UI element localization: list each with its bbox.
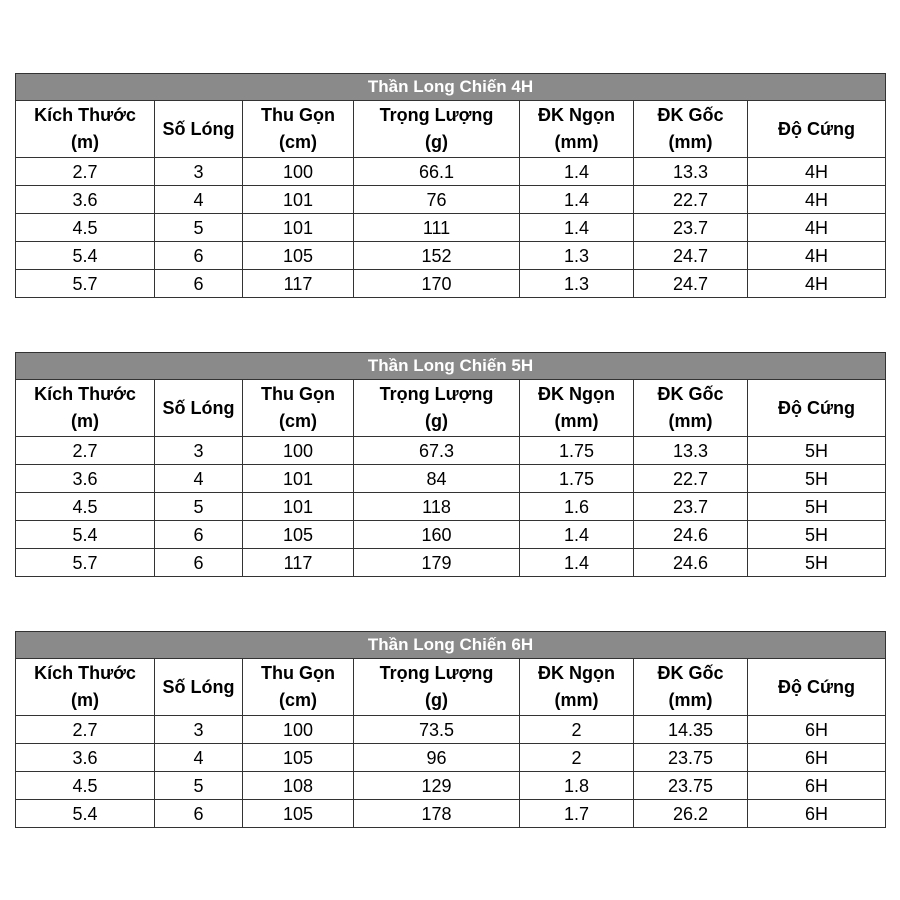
table-cell: 118 xyxy=(354,493,520,521)
table-cell: 6 xyxy=(155,270,243,298)
column-header xyxy=(16,659,155,716)
table-cell: 6H xyxy=(748,716,886,744)
column-header xyxy=(243,380,354,437)
column-header xyxy=(520,380,634,437)
column-header-line: (mm) xyxy=(554,132,599,152)
table-cell: 2 xyxy=(520,716,634,744)
column-header xyxy=(243,101,354,158)
table-cell: 14.35 xyxy=(634,716,748,744)
table-cell: 1.3 xyxy=(520,270,634,298)
table-cell: 5H xyxy=(748,493,886,521)
column-header-line: Số Lóng xyxy=(162,118,235,139)
table-title: Thần Long Chiến 4H xyxy=(16,74,886,101)
table-cell: 73.5 xyxy=(354,716,520,744)
table-title: Thần Long Chiến 5H xyxy=(16,353,886,380)
column-header-row xyxy=(16,380,886,437)
table-cell: 170 xyxy=(354,270,520,298)
table-row xyxy=(16,800,886,828)
table-cell: 4H xyxy=(748,158,886,186)
column-header-line: Độ Cứng xyxy=(778,676,856,697)
table-cell: 5.4 xyxy=(16,521,155,549)
table-cell: 3 xyxy=(155,437,243,465)
column-header-line: (m) xyxy=(71,132,99,152)
column-header xyxy=(748,659,886,716)
column-header xyxy=(634,101,748,158)
table-cell: 4 xyxy=(155,186,243,214)
table-cell: 4H xyxy=(748,186,886,214)
table-cell: 4H xyxy=(748,242,886,270)
table-cell: 66.1 xyxy=(354,158,520,186)
table-cell: 105 xyxy=(243,242,354,270)
table-row xyxy=(16,437,886,465)
column-header xyxy=(748,101,886,158)
column-header xyxy=(634,380,748,437)
column-header-line: (mm) xyxy=(554,411,599,431)
table-cell: 2 xyxy=(520,744,634,772)
table-cell: 4.5 xyxy=(16,493,155,521)
table-cell: 105 xyxy=(243,521,354,549)
column-header-line: (mm) xyxy=(668,690,713,710)
table-cell: 152 xyxy=(354,242,520,270)
column-header xyxy=(354,380,520,437)
column-header-line: ĐK Gốc xyxy=(657,105,724,125)
table-cell: 22.7 xyxy=(634,465,748,493)
table-cell: 23.7 xyxy=(634,493,748,521)
table-cell: 3.6 xyxy=(16,744,155,772)
table-cell: 3.6 xyxy=(16,186,155,214)
table-title-row xyxy=(16,353,886,380)
column-header-line: Thu Gọn xyxy=(261,663,335,683)
table-cell: 1.4 xyxy=(520,214,634,242)
column-header xyxy=(243,659,354,716)
column-header-line: Kích Thước xyxy=(34,384,136,404)
table-row xyxy=(16,521,886,549)
table-cell: 5.7 xyxy=(16,549,155,577)
table-cell: 4H xyxy=(748,270,886,298)
table-title-row xyxy=(16,74,886,101)
table-cell: 24.7 xyxy=(634,242,748,270)
table-row xyxy=(16,716,886,744)
column-header-line: Kích Thước xyxy=(34,105,136,125)
column-header xyxy=(354,101,520,158)
column-header-line: (cm) xyxy=(278,690,317,710)
column-header xyxy=(16,380,155,437)
table-cell: 6H xyxy=(748,772,886,800)
table-cell: 4 xyxy=(155,744,243,772)
table-cell: 108 xyxy=(243,772,354,800)
table-cell: 5.4 xyxy=(16,242,155,270)
spec-table-4h xyxy=(15,73,886,298)
table-cell: 1.75 xyxy=(520,437,634,465)
table-cell: 1.6 xyxy=(520,493,634,521)
table-cell: 24.6 xyxy=(634,549,748,577)
table-cell: 6 xyxy=(155,549,243,577)
table-cell: 105 xyxy=(243,744,354,772)
table-cell: 23.75 xyxy=(634,744,748,772)
table-cell: 111 xyxy=(354,214,520,242)
column-header-line: Thu Gọn xyxy=(261,105,335,125)
column-header-line: ĐK Gốc xyxy=(657,663,724,683)
column-header-line: (g) xyxy=(425,411,448,431)
table-cell: 6 xyxy=(155,521,243,549)
table-cell: 5H xyxy=(748,521,886,549)
column-header-line: Số Lóng xyxy=(162,676,235,697)
table-cell: 3 xyxy=(155,158,243,186)
table-cell: 100 xyxy=(243,158,354,186)
table-row xyxy=(16,744,886,772)
column-header-line: Độ Cứng xyxy=(778,397,856,418)
table-cell: 24.7 xyxy=(634,270,748,298)
table-cell: 5 xyxy=(155,214,243,242)
table-cell: 1.75 xyxy=(520,465,634,493)
table-cell: 117 xyxy=(243,270,354,298)
table-cell: 160 xyxy=(354,521,520,549)
table-cell: 5.7 xyxy=(16,270,155,298)
table-title: Thần Long Chiến 6H xyxy=(16,632,886,659)
table-cell: 101 xyxy=(243,493,354,521)
table-cell: 3 xyxy=(155,716,243,744)
column-header-line: Trọng Lượng xyxy=(379,105,494,125)
table-cell: 3.6 xyxy=(16,465,155,493)
column-header xyxy=(748,380,886,437)
table-cell: 129 xyxy=(354,772,520,800)
table-row xyxy=(16,772,886,800)
table-cell: 2.7 xyxy=(16,158,155,186)
table-cell: 179 xyxy=(354,549,520,577)
table-cell: 5 xyxy=(155,772,243,800)
table-cell: 4 xyxy=(155,465,243,493)
table-cell: 105 xyxy=(243,800,354,828)
column-header-line: (cm) xyxy=(278,411,317,431)
table-cell: 100 xyxy=(243,716,354,744)
table-cell: 1.7 xyxy=(520,800,634,828)
table-cell: 23.7 xyxy=(634,214,748,242)
table-cell: 13.3 xyxy=(634,437,748,465)
table-cell: 5H xyxy=(748,465,886,493)
table-cell: 5H xyxy=(748,549,886,577)
table-cell: 26.2 xyxy=(634,800,748,828)
column-header-line: ĐK Ngọn xyxy=(538,663,615,683)
spec-table-5h xyxy=(15,352,886,577)
column-header-row xyxy=(16,659,886,716)
table-cell: 6H xyxy=(748,800,886,828)
table-cell: 1.3 xyxy=(520,242,634,270)
column-header-line: Thu Gọn xyxy=(261,384,335,404)
table-cell: 1.4 xyxy=(520,186,634,214)
table-cell: 101 xyxy=(243,214,354,242)
table-row xyxy=(16,242,886,270)
table-cell: 1.4 xyxy=(520,521,634,549)
table-cell: 6H xyxy=(748,744,886,772)
table-cell: 22.7 xyxy=(634,186,748,214)
column-header xyxy=(16,101,155,158)
spec-table-6h xyxy=(15,631,886,828)
column-header-line: (g) xyxy=(425,690,448,710)
table-cell: 23.75 xyxy=(634,772,748,800)
table-cell: 5.4 xyxy=(16,800,155,828)
table-cell: 100 xyxy=(243,437,354,465)
column-header xyxy=(354,659,520,716)
table-cell: 178 xyxy=(354,800,520,828)
table-row xyxy=(16,493,886,521)
column-header-line: Kích Thước xyxy=(34,663,136,683)
column-header-line: Số Lóng xyxy=(162,397,235,418)
table-cell: 24.6 xyxy=(634,521,748,549)
column-header-line: (mm) xyxy=(668,132,713,152)
column-header-line: (mm) xyxy=(668,411,713,431)
table-cell: 2.7 xyxy=(16,437,155,465)
column-header-line: ĐK Ngọn xyxy=(538,105,615,125)
table-cell: 6 xyxy=(155,242,243,270)
table-cell: 1.4 xyxy=(520,549,634,577)
column-header-row xyxy=(16,101,886,158)
table-cell: 67.3 xyxy=(354,437,520,465)
column-header-line: ĐK Ngọn xyxy=(538,384,615,404)
column-header xyxy=(520,659,634,716)
table-cell: 1.8 xyxy=(520,772,634,800)
column-header-line: (m) xyxy=(71,690,99,710)
table-cell: 4.5 xyxy=(16,772,155,800)
table-row xyxy=(16,549,886,577)
table-cell: 1.4 xyxy=(520,158,634,186)
column-header-line: Độ Cứng xyxy=(778,118,856,139)
table-row xyxy=(16,158,886,186)
table-cell: 96 xyxy=(354,744,520,772)
column-header xyxy=(634,659,748,716)
table-cell: 5H xyxy=(748,437,886,465)
column-header-line: Trọng Lượng xyxy=(379,384,494,404)
column-header xyxy=(155,101,243,158)
table-cell: 5 xyxy=(155,493,243,521)
table-row xyxy=(16,214,886,242)
table-cell: 84 xyxy=(354,465,520,493)
column-header-line: (mm) xyxy=(554,690,599,710)
table-cell: 2.7 xyxy=(16,716,155,744)
table-row xyxy=(16,270,886,298)
column-header-line: (g) xyxy=(425,132,448,152)
table-cell: 4H xyxy=(748,214,886,242)
column-header xyxy=(155,380,243,437)
table-row xyxy=(16,186,886,214)
table-cell: 6 xyxy=(155,800,243,828)
column-header xyxy=(155,659,243,716)
table-cell: 101 xyxy=(243,465,354,493)
table-cell: 4.5 xyxy=(16,214,155,242)
column-header-line: (m) xyxy=(71,411,99,431)
table-title-row xyxy=(16,632,886,659)
table-cell: 117 xyxy=(243,549,354,577)
column-header-line: Trọng Lượng xyxy=(379,663,494,683)
table-row xyxy=(16,465,886,493)
table-cell: 76 xyxy=(354,186,520,214)
column-header xyxy=(520,101,634,158)
table-cell: 101 xyxy=(243,186,354,214)
column-header-line: (cm) xyxy=(278,132,317,152)
column-header-line: ĐK Gốc xyxy=(657,384,724,404)
table-cell: 13.3 xyxy=(634,158,748,186)
